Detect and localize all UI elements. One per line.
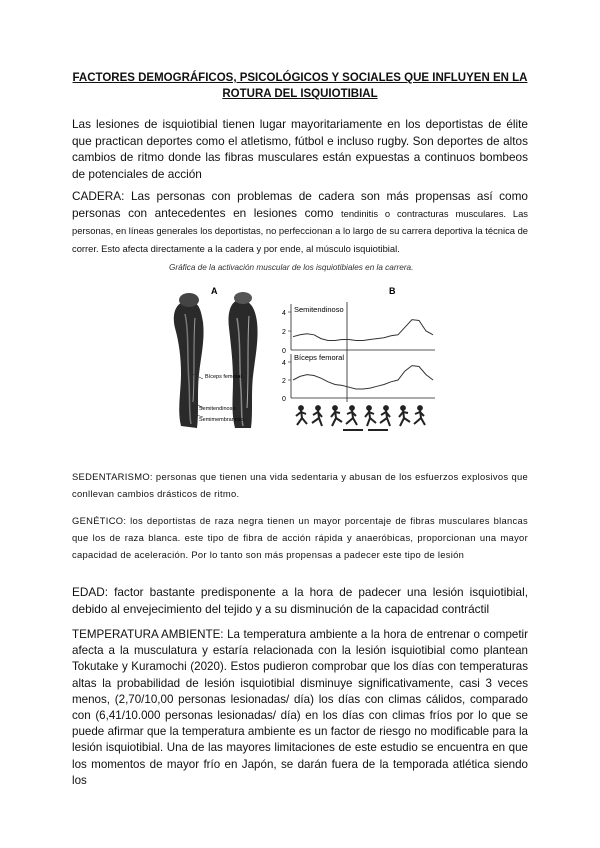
sedentarismo-paragraph: SEDENTARISMO: personas que tienen una vida sedentaria y abusan de los esfuerzos explosivos que conllevan cambios drásticos de ritmo. <box>72 471 528 499</box>
tick-bottom-0: 0 <box>282 396 286 403</box>
figure-caption: Gráfica de la activación muscular de los isquiotibiales en la carrera. <box>169 263 414 272</box>
tick-top-0: 0 <box>282 348 286 355</box>
page-title: FACTORES DEMOGRÁFICOS, PSICOLÓGICOS Y SOCIALES QUE INFLUYEN EN LA ROTURA DEL ISQUIOTIBIAL <box>72 72 528 100</box>
tick-top-2: 2 <box>282 329 286 336</box>
tick-bottom-2: 2 <box>282 378 286 385</box>
tick-top-4: 4 <box>282 310 286 317</box>
cadera-lead: CADERA: Las personas con problemas de cadera son más propensas así como personas con antecedentes en lesiones como <box>72 189 528 220</box>
plot-biceps <box>282 353 435 403</box>
label-semitendinoso: Semitendinoso <box>199 406 236 412</box>
plot-title-biceps: Bíceps femoral <box>294 353 345 362</box>
plot-title-semitendinoso: Semitendinoso <box>294 305 344 314</box>
temperatura-paragraph: TEMPERATURA AMBIENTE: La temperatura ambiente a la hora de entrenar o competir afecta a la musculatura y estaría relacionada con la lesión isquiotibial como plantean Tokutake y Kuramochi (2020). Estos pudieron comprobar que los días con temperaturas altas la probabilidad de lesión isquiotibial disminuye significativamente, casi 3 veces menos, (2,70/10,00 personas lesionadas/ día) los días con climas cálidos, comparado con (6,41/10.000 personas lesionadas/ día) en los días con climas fríos por lo que se puede afirmar que la temperatura ambiente es un factor de riesgo no modificable para la lesión isquiotibial. Una de las mayores limitaciones de este estudio se encuentra en que los momentos de mayor frío en Japón, se darán fuera de la temporada atlética siendo los <box>72 628 528 787</box>
runner-sequence <box>296 406 425 430</box>
edad-paragraph: EDAD: factor bastante predisponente a la hora de padecer una lesión isquiotibial, debido al envejecimiento del tejido y a su disminución de la capacidad contráctil <box>72 585 528 616</box>
genetico-paragraph: GENÉTICO: los deportistas de raza negra tienen un mayor porcentaje de fibras musculares blancas que los de raza blanca. este tipo de fibra de acción rápida y anaeróbicas, proporcionan una mayor capacidad de aceleración. Por lo tanto son más propensas a padecer este tipo de lesión <box>72 515 528 560</box>
cadera-paragraph <box>72 188 528 257</box>
panel-a-label: A <box>211 286 218 296</box>
figure-svg <box>163 262 439 440</box>
label-biceps: Bíceps femoral <box>205 374 242 380</box>
plot-semitendinoso <box>282 302 435 356</box>
series-line-biceps <box>293 366 433 389</box>
cadera-rest: tendinitis o contracturas musculares. Las personas, en líneas generales los deportistas, no perfeccionan a lo largo de su carrera deportiva la técnica de correr. Esto afecta directamente a la cadera y por ende, al músculo isquiotibial. <box>72 207 529 254</box>
muscle-activation-figure <box>163 262 439 440</box>
label-semimembranoso: Semimembranoso <box>199 417 244 423</box>
panel-b-label: B <box>389 286 396 296</box>
intro-paragraph: Las lesiones de isquiotibial tienen lugar mayoritariamente en los deportistas de élite que practican deportes como el atletismo, fútbol e incluso rugby. Son deportes de altos cambios de ritmo donde las fibras musculares están expuestas a continuos bombeos de potenciales de acción <box>72 117 528 181</box>
tick-bottom-4: 4 <box>282 360 286 367</box>
series-line-semitendinoso <box>293 320 433 341</box>
